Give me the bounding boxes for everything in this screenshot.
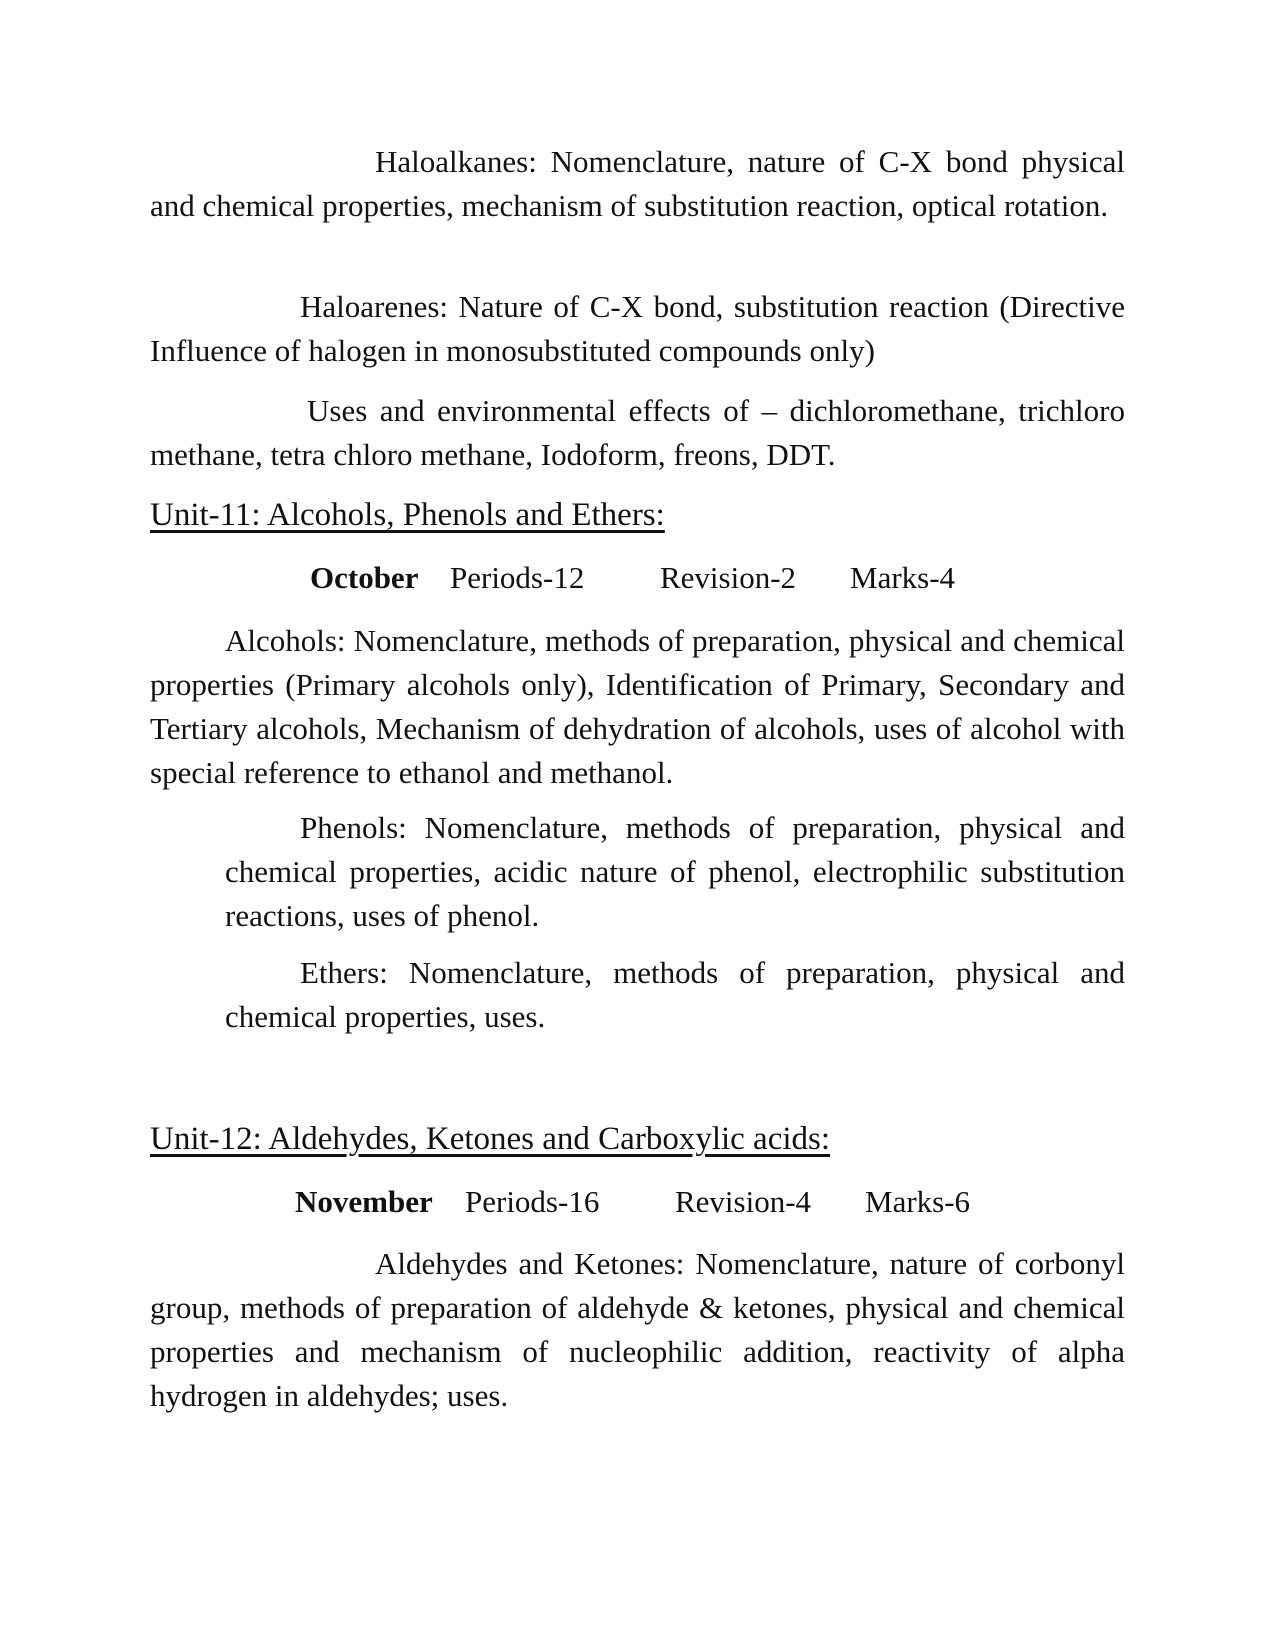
unit-11-revision: Revision-2 [660, 560, 797, 595]
unit-11-month: October [310, 560, 419, 595]
unit-12-periods: Periods-16 [465, 1184, 600, 1219]
alcohols-paragraph: Alcohols: Nomenclature, methods of preparation, physical and chemical properties (Primary alcohols only), Identification of Primary, Secondary and Tertiary alcohols, Mechanism of dehydration of alcohols, uses of alcohol with special reference to ethanol and methanol. [150, 623, 1125, 790]
ethers-paragraph: Ethers: Nomenclature, methods of preparation, physical and chemical properties, uses. [225, 955, 1125, 1034]
unit-12-schedule [295, 1180, 970, 1224]
unit-11-periods: Periods-12 [450, 560, 585, 595]
aldehydes-ketones-paragraph: Aldehydes and Ketones: Nomenclature, nature of corbonyl group, methods of preparation of aldehyde & ketones, physical and chemical properties and mechanism of nucleophilic addition, reactivity of alpha hydrogen in aldehydes; uses. [150, 1246, 1125, 1413]
unit-12-heading: Unit-12: Aldehydes, Ketones and Carboxylic acids: [150, 1121, 831, 1157]
unit-11-marks: Marks-4 [850, 560, 956, 595]
unit-12-revision: Revision-4 [675, 1184, 812, 1219]
unit-12-marks: Marks-6 [865, 1184, 971, 1219]
phenols-paragraph: Phenols: Nomenclature, methods of preparation, physical and chemical properties, acidic nature of phenol, electrophilic substitution reactions, uses of phenol. [225, 810, 1125, 933]
haloalkanes-paragraph: Haloalkanes: Nomenclature, nature of C-X bond physical and chemical properties, mechanism of substitution reaction, optical rotation. [150, 144, 1125, 223]
uses-effects-paragraph: Uses and environmental effects of – dichloromethane, trichloro methane, tetra chloro methane, Iodoform, freons, DDT. [150, 393, 1125, 472]
haloarenes-paragraph: Haloarenes: Nature of C-X bond, substitution reaction (Directive Influence of halogen in monosubstituted compounds only) [150, 289, 1125, 368]
unit-11-schedule [310, 556, 955, 600]
unit-11-heading: Unit-11: Alcohols, Phenols and Ethers: [150, 497, 665, 533]
unit-12-month: November [295, 1184, 433, 1219]
